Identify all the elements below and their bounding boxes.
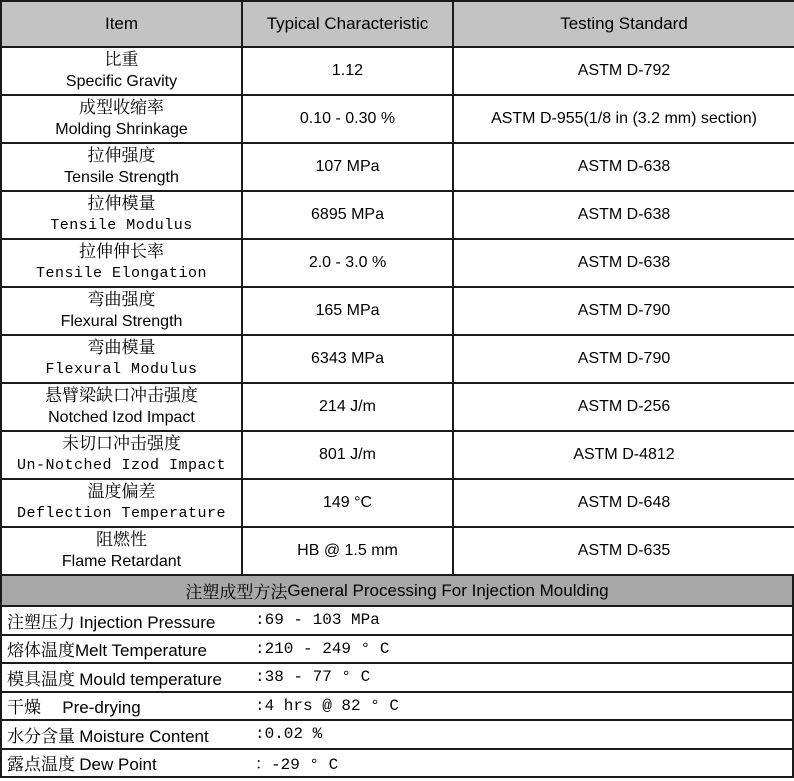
- typical-value: 6895 MPa: [242, 191, 453, 239]
- testing-standard: ASTM D-790: [453, 287, 794, 335]
- table-row: [1, 191, 794, 239]
- param-name-en: Moisture Content: [79, 726, 209, 746]
- item-name-en: Notched Izod Impact: [48, 409, 195, 426]
- section-title-en: General Processing For Injection Moulding: [287, 580, 609, 600]
- testing-standard: ASTM D-955(1/8 in (3.2 mm) section): [453, 95, 794, 143]
- typical-value: 165 MPa: [242, 287, 453, 335]
- item-name-zh: 阻燃性: [96, 530, 147, 549]
- table-row: [1, 95, 794, 143]
- section-title-zh: 注塑成型方法: [185, 583, 288, 602]
- table-row: [1, 431, 794, 479]
- param-value: :69 - 103 MPa: [255, 611, 380, 630]
- param-value: ：-29 ° C: [255, 756, 339, 775]
- testing-standard: ASTM D-790: [453, 335, 794, 383]
- param-name-zh: 模具温度: [7, 669, 80, 689]
- section-header-injection-moulding: [0, 574, 794, 607]
- param-name-zh: 露点温度: [7, 755, 80, 775]
- testing-standard: ASTM D-635: [453, 527, 794, 575]
- processing-row: [1, 692, 793, 721]
- item-name-zh: 拉伸强度: [87, 146, 156, 165]
- column-header-testing-standard: Testing Standard: [453, 1, 794, 47]
- item-name-en: Molding Shrinkage: [55, 121, 188, 138]
- testing-standard: ASTM D-638: [453, 143, 794, 191]
- item-name-en: Un-Notched Izod Impact: [16, 457, 227, 474]
- item-name-zh: 拉伸模量: [87, 194, 156, 213]
- item-name-zh: 未切口冲击强度: [62, 434, 181, 453]
- item-name-zh: 温度偏差: [87, 482, 156, 501]
- item-name-en: Tensile Strength: [64, 169, 179, 186]
- param-value: :38 - 77 ° C: [255, 668, 371, 687]
- testing-standard: ASTM D-638: [453, 239, 794, 287]
- processing-parameters: [0, 605, 794, 778]
- item-name-zh: 比重: [104, 50, 139, 69]
- param-name-zh: 水分含量: [7, 726, 80, 746]
- table-row: [1, 143, 794, 191]
- processing-row: [1, 663, 793, 692]
- param-name-en: Pre-drying: [62, 698, 141, 718]
- item-name-en: Flexural Modulus: [45, 361, 198, 378]
- item-name-zh: 拉伸伸长率: [79, 242, 164, 261]
- item-name-en: Flame Retardant: [61, 553, 182, 570]
- testing-standard: ASTM D-792: [453, 47, 794, 95]
- item-name-zh: 成型收缩率: [79, 98, 164, 117]
- param-name-zh: 干燥: [7, 698, 63, 718]
- processing-row: [1, 635, 793, 664]
- processing-row: [1, 749, 793, 778]
- testing-standard: ASTM D-4812: [453, 431, 794, 479]
- item-name-en: Specific Gravity: [65, 73, 178, 90]
- processing-row: [1, 606, 793, 635]
- typical-value: 0.10 - 0.30 %: [242, 95, 453, 143]
- column-header-item: Item: [1, 1, 242, 47]
- table-row: [1, 239, 794, 287]
- typical-value: 214 J/m: [242, 383, 453, 431]
- typical-value: 1.12: [242, 47, 453, 95]
- testing-standard: ASTM D-638: [453, 191, 794, 239]
- testing-standard: ASTM D-648: [453, 479, 794, 527]
- table-row: [1, 527, 794, 575]
- testing-standard: ASTM D-256: [453, 383, 794, 431]
- typical-value: HB @ 1.5 mm: [242, 527, 453, 575]
- param-name-en: Dew Point: [79, 755, 157, 775]
- param-value: :210 - 249 ° C: [255, 639, 390, 658]
- item-name-zh: 弯曲强度: [87, 290, 156, 309]
- typical-value: 149 °C: [242, 479, 453, 527]
- typical-value: 6343 MPa: [242, 335, 453, 383]
- item-name-en: Tensile Modulus: [50, 217, 193, 234]
- item-name-zh: 弯曲模量: [87, 338, 156, 357]
- typical-value: 801 J/m: [242, 431, 453, 479]
- table-row: [1, 383, 794, 431]
- param-name-en: Injection Pressure: [79, 612, 216, 632]
- typical-value: 107 MPa: [242, 143, 453, 191]
- typical-value: 2.0 - 3.0 %: [242, 239, 453, 287]
- param-name-en: Melt Temperature: [75, 641, 207, 661]
- table-row: [1, 335, 794, 383]
- param-name-zh: 注塑压力: [7, 612, 80, 632]
- table-row: [1, 47, 794, 95]
- param-name-en: Mould temperature: [79, 669, 222, 689]
- processing-row: [1, 720, 793, 749]
- param-name-zh: 熔体温度: [7, 641, 75, 661]
- item-name-zh: 悬臂梁缺口冲击强度: [45, 386, 198, 405]
- column-header-typical-characteristic: Typical Characteristic: [242, 1, 453, 47]
- param-value: :0.02 %: [255, 725, 323, 744]
- item-name-en: Tensile Elongation: [35, 265, 208, 282]
- table-row: [1, 479, 794, 527]
- param-value: :4 hrs @ 82 ° C: [255, 696, 400, 715]
- item-name-en: Flexural Strength: [60, 313, 183, 330]
- table-row: [1, 287, 794, 335]
- item-name-en: Deflection Temperature: [16, 505, 227, 522]
- table-header-row: [1, 1, 794, 47]
